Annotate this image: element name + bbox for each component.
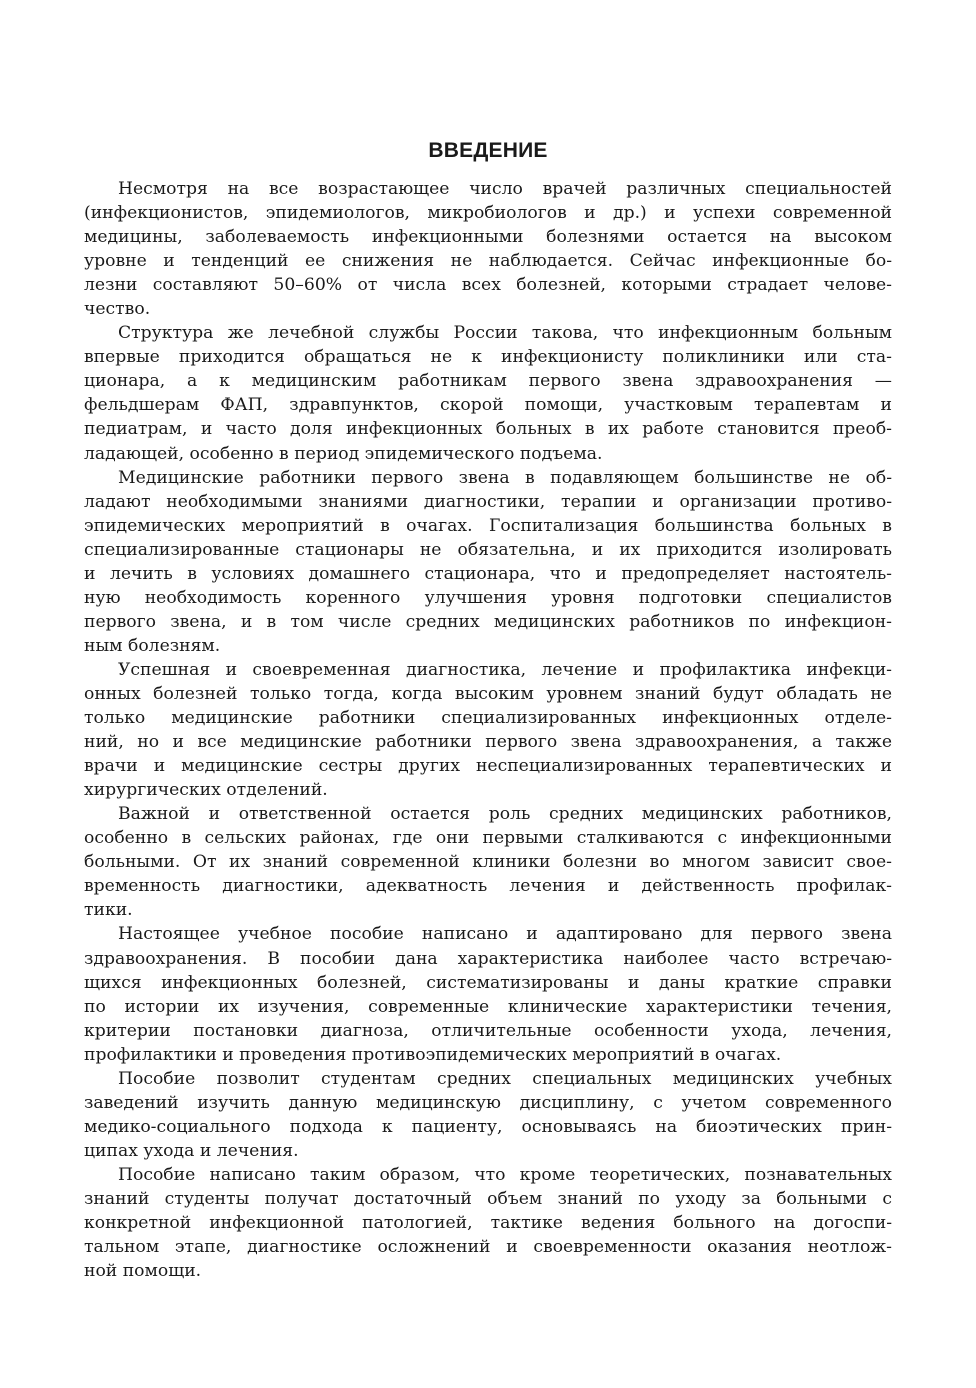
text-line: тики. [84,900,133,921]
text-line: временность диагностики, адекватность лечения и действенность профилак- [84,876,892,897]
paragraph [84,658,892,802]
paragraph [84,922,892,1066]
text-line: Важной и ответственной остается роль средних медицинских работников, [118,804,892,825]
text-line: Медицинские работники первого звена в подавляющем большинстве не об- [118,467,892,488]
paragraph [84,1067,892,1163]
text-line: (инфекционистов, эпидемиологов, микробиологов и др.) и успехи современной [84,203,892,224]
text-line: Пособие позволит студентам средних специальных медицинских учебных [118,1068,892,1089]
text-line: ладают необходимыми знаниями диагностики, терапии и организации противо- [84,491,892,512]
text-line: лезни составляют 50–60% от числа всех болезней, которыми страдает челове- [84,275,892,296]
text-line: ладающей, особенно в период эпидемического подъема. [84,443,603,464]
text-line: первого звена, и в том числе средних медицинских работников по инфекцион- [84,611,892,632]
document-body [84,177,892,1283]
text-line: ципах ухода и лечения. [84,1140,299,1161]
text-line: педиатрам, и часто доля инфекционных больных в их работе становится преоб- [84,419,892,440]
text-line: медицины, заболеваемость инфекционными болезнями остается на высоком [84,227,892,248]
page-title: ВВЕДЕНИЕ [428,139,548,162]
text-line: заведений изучить данную медицинскую дисциплину, с учетом современного [84,1092,892,1113]
text-line: впервые приходится обращаться не к инфекционисту поликлиники или ста- [84,347,892,368]
text-line: фельдшерам ФАП, здравпунктов, скорой помощи, участковым терапевтам и [84,395,892,416]
text-line: тальном этапе, диагностике осложнений и своевременности оказания неотлож- [84,1237,892,1258]
text-line: Настоящее учебное пособие написано и адаптировано для первого звена [118,924,892,945]
text-line: здравоохранения. В пособии дана характеристика наиболее часто встречаю- [84,948,892,969]
text-line: эпидемических мероприятий в очагах. Госпитализация большинства больных в [84,515,892,536]
text-line: онных болезней только тогда, когда высоким уровнем знаний будут обладать не [84,683,892,704]
text-line: критерии постановки диагноза, отличительные особенности ухода, лечения, [84,1020,892,1041]
text-line: Структура же лечебной службы России такова, что инфекционным больным [118,323,892,344]
text-line: Успешная и своевременная диагностика, лечение и профилактика инфекци- [118,659,892,680]
text-line: профилактики и проведения противоэпидемических мероприятий в очагах. [84,1044,782,1065]
text-line: ний, но и все медицинские работники первого звена здравоохранения, а также [84,732,892,753]
text-line: врачи и медицинские сестры других неспециализированных терапевтических и [84,756,892,777]
text-line: Несмотря на все возрастающее число врачей различных специальностей [118,179,892,199]
text-line: по истории их изучения, современные клинические характеристики течения, [84,996,892,1017]
paragraph [84,177,892,321]
text-line: специализированные стационары не обязательна, и их приходится изолировать [84,539,892,560]
text-line: Пособие написано таким образом, что кроме теоретических, познавательных [118,1164,892,1185]
text-line: ционара, а к медицинским работникам первого звена здравоохранения — [84,371,892,392]
text-line: больными. От их знаний современной клиники болезни во многом зависит свое- [84,852,892,873]
text-line: ным болезням. [84,635,221,656]
text-line: конкретной инфекционной патологией, тактике ведения больного на догоспи- [84,1213,892,1234]
paragraph [84,1163,892,1283]
paragraph [84,466,892,658]
text-line: ную необходимость коренного улучшения уровня подготовки специалистов [84,587,892,608]
paragraph [84,802,892,922]
text-line: уровне и тенденций ее снижения не наблюдается. Сейчас инфекционные бо- [84,251,892,272]
text-line: ной помощи. [84,1261,202,1282]
text-line: только медицинские работники специализированных инфекционных отделе- [84,708,892,729]
text-line: хирургических отделений. [84,780,328,801]
text-line: знаний студенты получат достаточный объем знаний по уходу за больными с [84,1188,892,1209]
text-line: и лечить в условиях домашнего стационара, что и предопределяет настоятель- [84,563,892,584]
paragraph [84,321,892,465]
text-line: медико-социального подхода к пациенту, основываясь на биоэтических прин- [84,1116,892,1137]
text-line: щихся инфекционных болезней, систематизированы и даны краткие справки [84,972,892,993]
text-line: особенно в сельских районах, где они первыми сталкиваются с инфекционными [84,828,892,849]
text-line: чество. [84,299,151,320]
